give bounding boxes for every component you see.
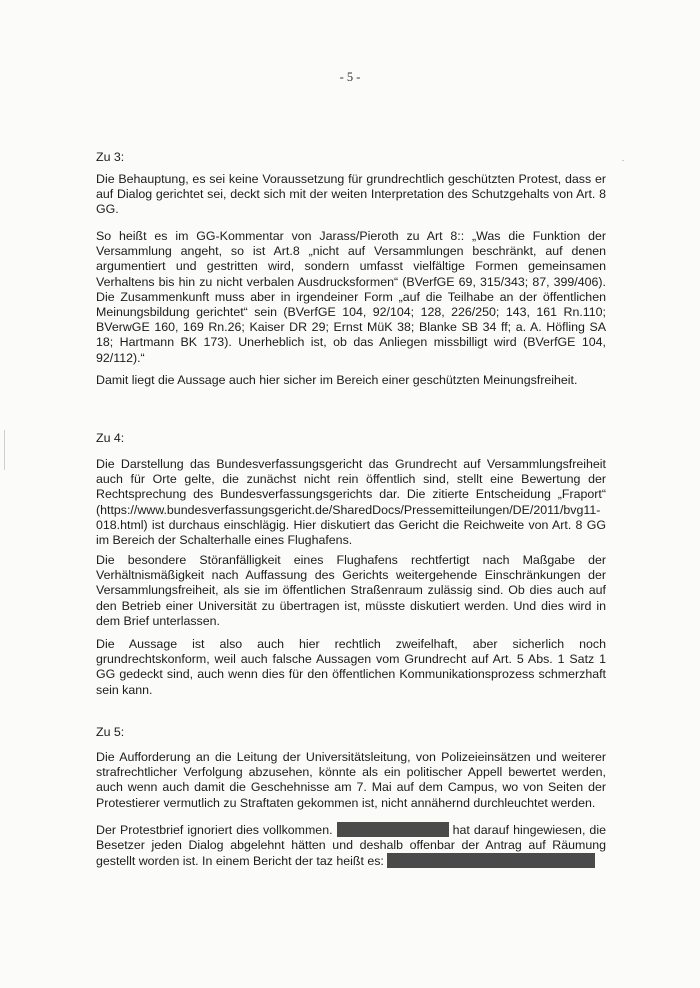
text-fragment: Der Protestbrief ignoriert dies vollkommen. bbox=[96, 823, 333, 837]
section-heading-3: Zu 3: bbox=[96, 150, 125, 164]
section-heading-4: Zu 4: bbox=[96, 431, 125, 445]
redaction-bar bbox=[337, 822, 449, 837]
paragraph-with-redactions bbox=[96, 822, 606, 870]
paragraph: Die Darstellung das Bundesverfassungsgericht das Grundrecht auf Versammlungsfreiheit auch für Orte gelte, die zunächst nicht rein öffentlich sind, stellt eine Bewertung der Rechtsprechung des Bundesverfassungsgerichts dar. Die zitierte Entscheidung „Fraport“ (https://www.bundesverfassungsgericht.de/SharedDocs/Pressemitteilungen/DE/2011/bvg11-018.html) ist durchaus einschlägig. Hier diskutiert das Gericht die Reichweite von Art. 8 GG im Bereich der Schalterhalle eines Flughafens. bbox=[96, 457, 606, 548]
paragraph: Die Aussage ist also auch hier rechtlich zweifelhaft, aber sicherlich noch grundrechtskonform, weil auch falsche Aussagen vom Grundrecht auf Art. 5 Abs. 1 Satz 1 GG gedeckt sind, auch wenn dies für den öffentlichen Kommunikationsprozess schmerzhaft sein kann. bbox=[96, 637, 606, 697]
paragraph: So heißt es im GG-Kommentar von Jarass/Pieroth zu Art 8:: „Was die Funktion der Versammlung angeht, so ist Art.8 „nicht auf Versammlungen beschränkt, auf denen argumentiert und gestritten wird, sondern umfasst vielfältige Formen gemeinsamen Verhaltens bis hin zu nicht verbalen Ausdrucksformen“ (BVerfGE 69, 315/343; 87, 399/406). Die Zusammenkunft muss aber in irgendeiner Form „auf die Teilhabe an der öffentlichen Meinungsbildung gerichtet“ sein (BVerfGE 104, 92/104; 128, 226/250; 143, 161 Rn.110; BVerwGE 160, 169 Rn.26; Kaiser DR 29; Ernst MüK 38; Blanke SB 34 ff; a. A. Höfling SA 18; Hartmann BK 173). Unerheblich ist, ob das Anliegen missbilligt wird (BVerfGE 104, 92/112).“ bbox=[96, 229, 606, 365]
page-number: - 5 - bbox=[339, 70, 361, 84]
paragraph: Die besondere Störanfälligkeit eines Flughafens rechtfertigt nach Maßgabe der Verhältnismäßigkeit nach Auffassung des Gerichts weitergehende Einschränkungen der Versammlungsfreiheit, als sie im öffentlichen Straßenraum zulässig sind. Ob dies auch auf den Betrieb einer Universität zu übertragen ist, müsste diskutiert werden. Und dies wird in dem Brief unterlassen. bbox=[96, 553, 606, 628]
scan-artifact bbox=[4, 430, 5, 470]
section-heading-5: Zu 5: bbox=[96, 725, 125, 739]
paragraph: Die Aufforderung an die Leitung der Universitätsleitung, von Polizeieinsätzen und weiterer strafrechtlicher Verfolgung abzusehen, könnte als ein politischer Appell bewertet werden, auch wenn auch damit die Geschehnisse am 7. Mai auf dem Campus, wo von Seiten der Protestierer vermutlich zu Straftaten gekommen ist, nicht annähernd durchleuchtet werden. bbox=[96, 750, 606, 810]
scan-artifact bbox=[622, 160, 624, 161]
text-fragment: hat darauf hingewiesen, die Besetzer jeden Dialog abgelehnt hätten und deshalb offenbar der Antrag auf Räumung gestellt worden ist. In einem Bericht der taz heißt es: bbox=[96, 823, 606, 869]
redaction-bar bbox=[387, 853, 595, 868]
paragraph: Damit liegt die Aussage auch hier sicher im Bereich einer geschützten Meinungsfreiheit. bbox=[96, 373, 578, 387]
paragraph: Die Behauptung, es sei keine Voraussetzung für grundrechtlich geschützten Protest, dass er auf Dialog gerichtet sei, deckt sich mit der weiten Interpretation des Schutzgehalts von Art. 8 GG. bbox=[96, 172, 606, 217]
